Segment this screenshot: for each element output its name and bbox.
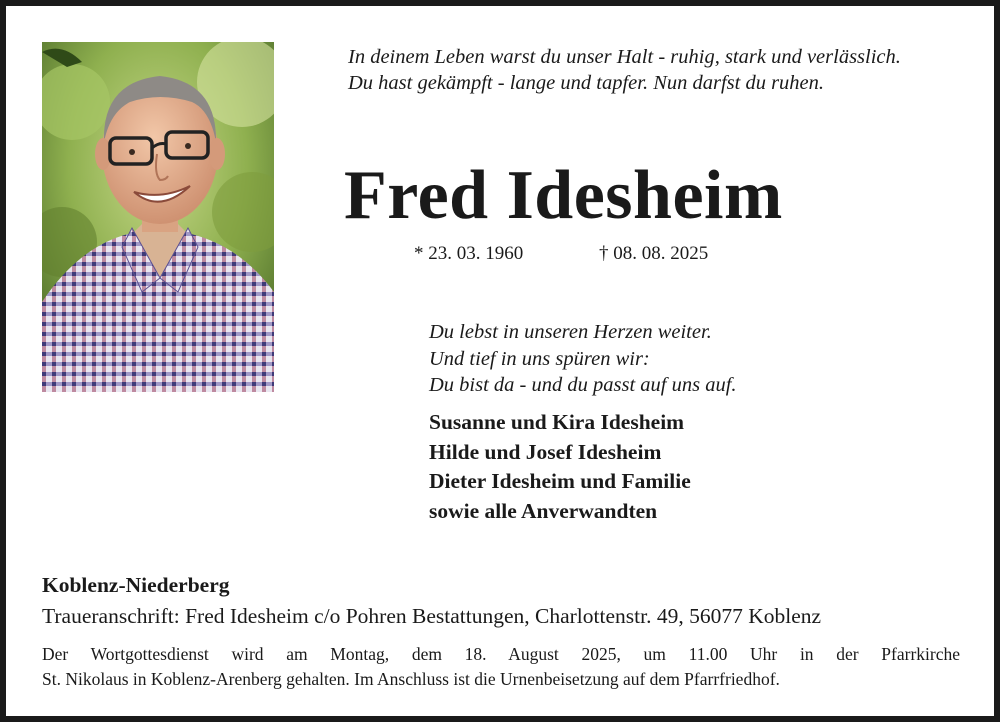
opening-verse-line: In deinem Leben warst du unser Halt - ruhig, stark und verlässlich. [348, 46, 901, 68]
portrait-photo [42, 42, 274, 392]
service-details [42, 642, 962, 692]
mourning-address: Traueranschrift: Fred Idesheim c/o Pohren Bestattungen, Charlottenstr. 49, 56077 Koblenz [42, 604, 822, 628]
portrait-image [42, 42, 274, 392]
place-name: Koblenz-Niederberg [42, 573, 230, 597]
memorial-verse-line: Du lebst in unseren Herzen weiter. [429, 321, 712, 343]
mourner-entry: Hilde und Josef Idesheim [429, 439, 662, 464]
service-line: St. Nikolaus in Koblenz-Arenberg gehalten. Im Anschluss ist die Urnenbeisetzung auf dem Pfarrfriedhof. [42, 669, 780, 689]
deceased-name: Fred Idesheim [344, 157, 783, 234]
birth-date: * 23. 03. 1960 [414, 243, 524, 264]
mourner-entry: Susanne und Kira Idesheim [429, 410, 685, 434]
opening-verse-line: Du hast gekämpft - lange und tapfer. Nun darfst du ruhen. [348, 72, 825, 94]
memorial-verse-line: Du bist da - und du passt auf uns auf. [429, 374, 737, 396]
mourners-list [429, 408, 909, 526]
death-date: † 08. 08. 2025 [599, 243, 709, 264]
memorial-verse-line: Und tief in uns spüren wir: [429, 347, 650, 370]
opening-verse [348, 44, 988, 96]
service-line: Der Wortgottesdienst wird am Montag, dem 18. August 2025, um 11.00 Uhr in der Pfarrkirche [42, 644, 960, 664]
memorial-verse [429, 319, 909, 399]
mourner-entry: Dieter Idesheim und Familie [429, 469, 691, 493]
mourner-entry: sowie alle Anverwandten [429, 498, 658, 523]
